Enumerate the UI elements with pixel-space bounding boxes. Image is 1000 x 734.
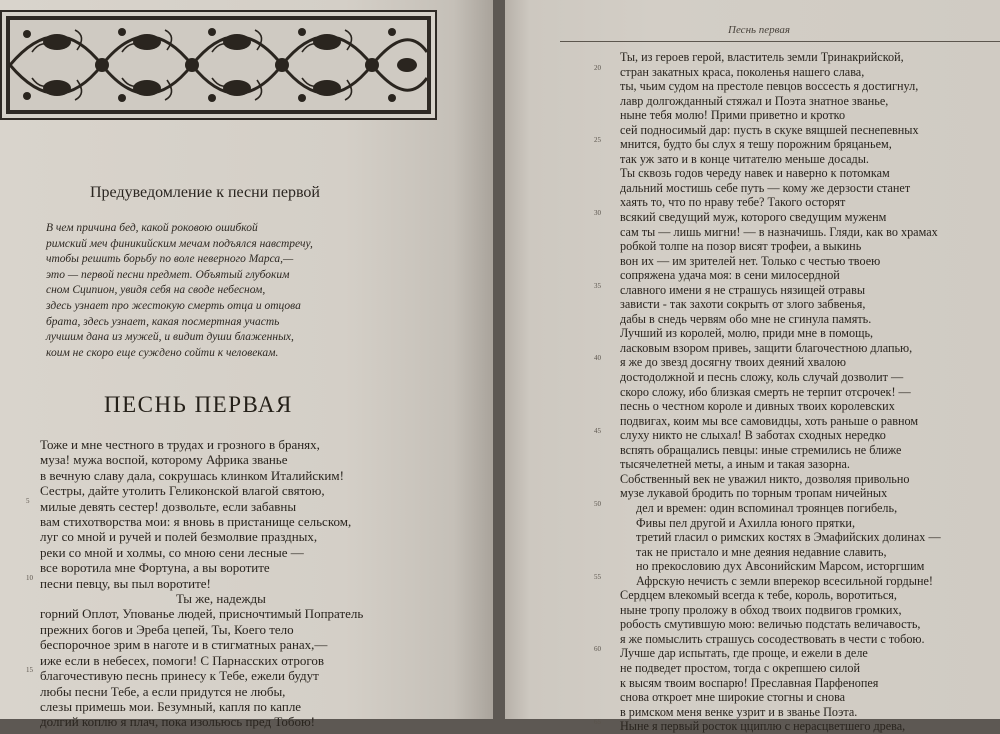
verse-line [620,690,1000,705]
foreword-line: коим не скоро еще суждено сойти к человекам. [46,346,279,359]
foreword-text [46,221,466,361]
verse-line-text: славного имени я не страшусь нязищей отравы [620,282,866,297]
verse-line-text: третий гласил о римских костях в Эмафийских долинах — [636,530,941,545]
verse-line-text: слезы примешь мои. Безумный, капля по капле [40,698,302,714]
verse-line-text: сам ты — лишь мигни! — в назначишь. Гляди, как во храмах [620,224,938,239]
verse-line-text: но прекословию дух Авсонийским Марсом, исторгшим [636,559,925,574]
verse-line [620,545,1000,560]
canto-title: ПЕСНЬ ПЕРВАЯ [104,392,293,417]
verse-line [620,108,1000,123]
foreword-line: лучшим дана из мужей, и видит души блаженных, [46,331,294,344]
verse-line [620,370,1000,385]
verse-line-text: в римском меня венке узрит и в званье Поэта. [620,704,858,719]
verse-line-text: песни певцу, вы пыл воротите! [40,575,211,591]
verse-line [620,661,1000,676]
verse-line [40,637,480,652]
verse-line-text: Собственный век не уважил никто, дозволяя привольно [620,471,910,486]
line-number: 15 [26,666,33,675]
line-number: 5 [26,496,30,505]
verse-line-text: муза! мужа воспой, которому Африка званье [40,452,288,468]
verse-line [594,572,1000,589]
verse-line [620,399,1000,414]
verse-line [594,281,1000,298]
verse-line [620,254,1000,269]
verse-line-text: милые девять сестер! дозвольте, если забавны [40,498,297,514]
verse-line-text: достодолжной и песнь сложу, коль случай дозволит — [620,370,904,385]
verse-line [620,268,1000,283]
foreword-line: чтобы решить борьбу по воле неверного Марса,— [46,253,294,266]
verse-line-text: к высям твоим воспарю! Преславная Парфенопея [620,675,879,690]
foreword-title: Предуведомление к песни первой [90,184,320,201]
foreword-line: здесь узнает про жестокую смерть отца и отцова [46,299,301,312]
verse-line [40,714,480,729]
verse-line [620,152,1000,167]
left-page [0,0,493,730]
verse-line-text: Лучший из королей, молю, приди мне в помощь, [620,326,874,341]
right-verse [594,50,1000,734]
verse-line [620,676,1000,691]
verse-line [594,354,1000,370]
verse-line-text: реки со мной и холмы, со мною сени лесные — [40,544,304,560]
verse-line [620,94,1000,109]
foreword-line: брата, здесь узнает, какая посмертная участь [46,315,280,328]
verse-line-text: робкой толпе на позор висят трофеи, а выкинь [620,239,862,254]
verse-line [620,385,1000,400]
verse-line-text: зависти - так захоти сокрыть от злого забвенья, [620,297,866,312]
verse-line-text: ныне тебя молю! Прими приветно и кротко [620,108,846,123]
verse-line-text: сопряжена удача моя: в сени милосердной [620,268,840,283]
line-number: 60 [594,645,601,654]
verse-line [40,483,480,498]
verse-line [620,617,1000,632]
verse-line-text: сей подносимый дар: пусть в скуке вящшей песнепевных [620,122,919,137]
verse-line [620,239,1000,254]
line-number: 65 [594,718,601,727]
verse-line-text: стран закатных краса, поколенья нашего слава, [620,64,865,79]
line-number: 25 [594,136,601,145]
verse-line [594,63,1000,80]
verse-line [594,499,1000,516]
verse-line [26,666,480,684]
verse-line [40,452,480,467]
verse-line-text: Ты же, надежды [176,591,266,607]
verse-line-text: беспорочное зрим в наготе и в стигматных ранах,— [40,637,328,653]
verse-line-text: мнится, будто бы слух я тешу порожним бряцаньем, [620,137,892,152]
foreword-line: это — первой песни предмет. Объятый глубоким [46,268,290,281]
verse-line-text: любы песни Тебе, а если придутся не любы, [40,683,286,699]
verse-line [40,684,480,699]
verse-line [620,297,1000,312]
verse-line [594,209,1000,225]
verse-line-text: песнь о честном короле и дивных твоих королевских [620,399,895,414]
line-number: 20 [594,63,601,72]
verse-line [40,545,480,560]
verse-line [40,560,480,575]
verse-line-text: лавр долгожданный стяжал и Поэта знатное званье, [620,93,889,108]
verse-line-text: прежних богов и Эреба цепей, Ты, Коего тело [40,621,294,637]
verse-line-text: музе лукавой бродить по торным тропам ничейных [620,486,888,501]
line-number: 50 [594,499,601,508]
verse-line [40,514,480,529]
verse-line-text: благочестивую песнь принесу к Тебе, ежели будут [40,668,319,684]
verse-line [620,326,1000,341]
verse-line-text: Сестры, дайте утолить Геликонской влагой святою, [40,483,325,499]
foreword-line: римский меч финикийским мечам подъялся навстречу, [46,237,313,250]
verse-line-text: Сердцем влекомый всегда к тебе, король, воротиться, [620,588,897,603]
verse-line [26,496,480,514]
line-number: 30 [594,209,601,218]
verse-line-text: не подведет простом, тогда с окрепшею силой [620,660,860,675]
verse-line-text: в вечную славу дала, сокрушась клинком Италийским! [40,467,344,483]
verse-line-text: вам стихотворства мои: я вновь в пристанище сельском, [40,514,352,530]
verse-line [620,312,1000,327]
verse-line [40,468,480,483]
verse-line-text: Ныне я первый росток цциплю с нерасцветшего древа, [620,719,906,734]
verse-line-text: всякий сведущий муж, которого сведущим муженм [620,210,887,225]
verse-line [40,591,480,606]
verse-line-text: Тоже и мне честного в трудах и грозного в бранях, [40,437,320,452]
verse-line-text: дел и времен: один вспоминал троянцев погибель, [636,500,898,515]
verse-line-text: я же помыслить страшусь сосодествовать в чести с тобою. [620,631,925,646]
verse-line-text: долгий коплю я плач, пока изольюсь пред Тобою! [40,714,316,730]
verse-line-text: подвигах, коим мы все самовидцы, хоть раньше о равном [620,413,919,428]
verse-line [620,123,1000,138]
verse-line [40,606,480,621]
verse-line [26,573,480,591]
left-verse [26,437,480,730]
verse-line [620,166,1000,181]
verse-line-text: вон их — им зрителей нет. Только с честью твоею [620,253,881,268]
verse-line [40,699,480,714]
verse-line [620,195,1000,210]
line-number: 10 [26,573,33,582]
verse-line [620,414,1000,429]
verse-line-text: Ты сквозь годов череду навек и наверно к потомкам [620,166,890,181]
line-number: 45 [594,427,601,436]
verse-line-text: дабы в снедь червям обо мне не сгинула память. [620,311,872,326]
verse-line [620,516,1000,531]
verse-line [40,622,480,637]
verse-line-text: так не пристало и мне деяния недавние славить, [636,544,887,559]
line-number: 40 [594,354,601,363]
verse-line [620,603,1000,618]
verse-line [620,559,1000,574]
verse-line-text: иже если в небесех, помоги! С Парнасских отрогов [40,652,325,668]
verse-line-text: ласковым взором привеь, защити благочестною длапью, [620,340,913,355]
verse-line-text: горний Оплот, Упованье людей, присночтимый Попратель [40,606,364,622]
verse-line-text: ныне тропу проложу в обход твоих подвигов громких, [620,602,902,617]
verse-line [594,718,1000,734]
verse-line [620,181,1000,196]
verse-line-text: Фивы пел другой и Ахилла юного прятки, [636,515,855,530]
verse-line-text: вспять обращались певцы: иные стремились не ближе [620,442,902,457]
verse-line [620,530,1000,545]
line-number: 35 [594,281,601,290]
verse-line-text: Афрскую нечисть с земли вперекор всесильной гордыне! [636,573,933,588]
verse-line-text: дальний мостишь себе путь — кому же дерзости станет [620,180,911,195]
verse-line [594,136,1000,152]
verse-line [620,632,1000,647]
verse-line [620,225,1000,240]
verse-line [594,427,1000,443]
verse-line [594,645,1000,661]
verse-line [40,529,480,544]
verse-line [40,437,480,452]
verse-line-text: хаять то, что по нраву тебе? Такого осторят [620,195,846,210]
verse-line-text: скоро сложу, ибо близкая смерть не терпит отсрочек! — [620,384,911,399]
verse-line-text: все воротила мне Фортуна, а вы воротите [40,560,270,576]
header-rule [560,41,1000,42]
right-page [505,0,1000,734]
verse-line [620,443,1000,458]
verse-line [620,588,1000,603]
running-head: Песнь первая [728,24,790,36]
verse-line-text: тысячелетней меты, а иным и такая зазорна. [620,457,850,472]
verse-line [620,341,1000,356]
verse-line [620,457,1000,472]
verse-line-text: ты, чьим судом на престоле певцов воссесть я достигнул, [620,79,919,94]
verse-line-text: слуху никто не слыхал! В заботах сходных нередко [620,428,886,443]
verse-line [620,50,1000,65]
verse-line-text: так уж зато и в конце читателю меньше досады. [620,151,869,166]
verse-line [620,486,1000,501]
verse-line-text: я же до звезд досягну твоих деяний хвалою [620,355,846,370]
verse-line [40,653,480,668]
verse-line [620,79,1000,94]
ornamental-headpiece [0,10,437,120]
verse-line-text: луг со мной и ручей и полей безмолвие праздных, [40,529,318,545]
line-number: 55 [594,572,601,581]
verse-line-text: Ты, из героев герой, властитель земли Тринакрийской, [620,50,904,64]
verse-line [620,705,1000,720]
foreword-line: В чем причина бед, какой роковою ошибкой [46,222,258,234]
foreword-line: сном Сципион, увидя себя на своде небесном, [46,284,266,297]
verse-line-text: робость смутившую мою: величью подстать величавость, [620,617,921,632]
verse-line [620,472,1000,487]
verse-line-text: Лучше дар испытать, где проще, и ежели в деле [620,646,868,661]
verse-line-text: снова откроет мне широкие стогны и снова [620,690,846,705]
